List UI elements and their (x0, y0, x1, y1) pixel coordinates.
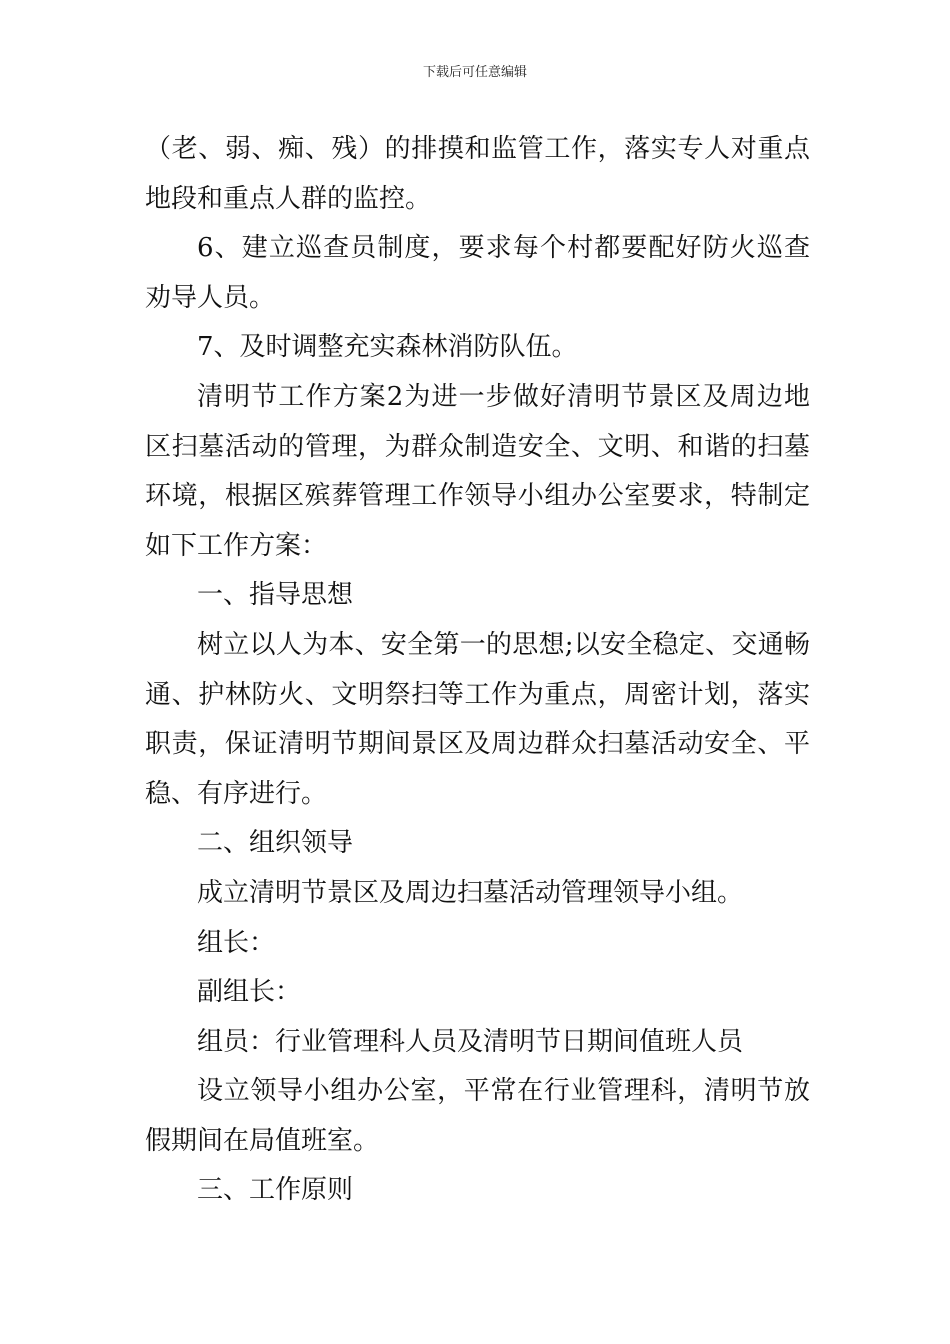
paragraph: 成立清明节景区及周边扫墓活动管理领导小组。 (197, 877, 744, 908)
paragraph: 组员：行业管理科人员及清明节日期间值班人员 (197, 1026, 744, 1057)
paragraph: 7、及时调整充实森林消防队伍。 (197, 332, 578, 363)
document-body (145, 125, 810, 1216)
page-header-note: 下载后可任意编辑 (422, 65, 527, 80)
section-heading: 二、组织领导 (197, 828, 354, 859)
section-heading: 一、指导思想 (197, 580, 354, 611)
paragraph: 设立领导小组办公室，平常在行业管理科，清明节放假期间在局值班室。 (145, 1076, 810, 1156)
paragraph: 组长： (197, 927, 276, 958)
paragraph: 副组长： (197, 977, 302, 1008)
section-heading: 三、工作原则 (197, 1175, 354, 1206)
paragraph: 6、建立巡查员制度，要求每个村都要配好防火巡查劝导人员。 (145, 233, 810, 313)
paragraph: 树立以人为本、安全第一的思想;以安全稳定、交通畅通、护林防火、文明祭扫等工作为重点，周密计划，落实职责，保证清明节期间景区及周边群众扫墓活动安全、平稳、有序进行。 (145, 629, 810, 809)
paragraph: （老、弱、痴、残）的排摸和监管工作，落实专人对重点地段和重点人群的监控。 (145, 134, 810, 214)
paragraph: 清明节工作方案2为进一步做好清明节景区及周边地区扫墓活动的管理，为群众制造安全、文明、和谐的扫墓环境，根据区殡葬管理工作领导小组办公室要求，特制定如下工作方案： (145, 381, 810, 561)
